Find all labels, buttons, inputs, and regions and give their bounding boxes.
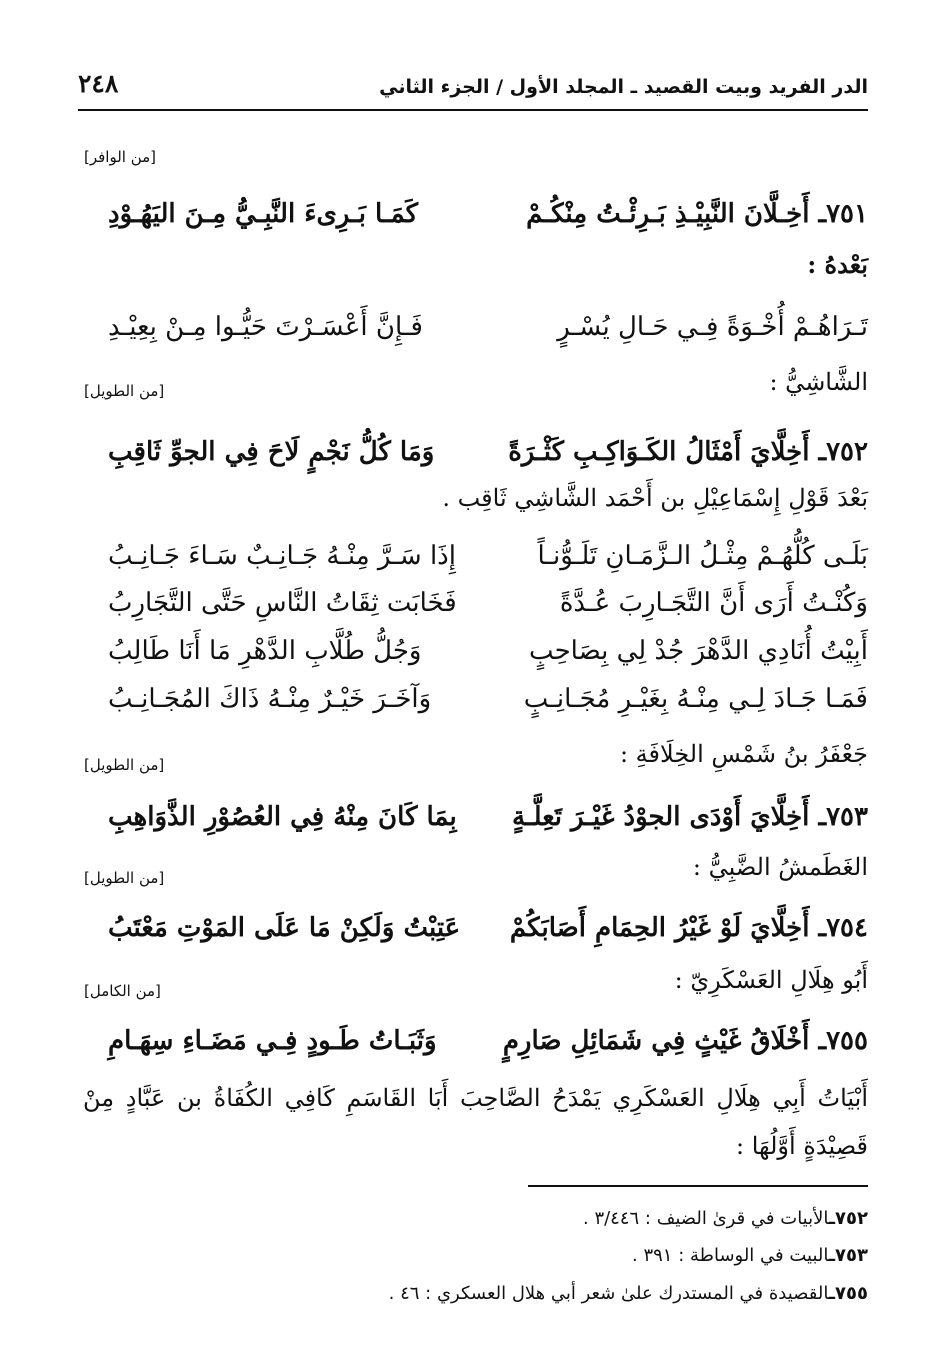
footnote-number: ٧٥٣ـ	[828, 1245, 868, 1266]
verse-hemistich-second: وَآخَـرَ خَيْـرٌ مِنْـهُ ذَاكَ المُجَـانِـبُ	[108, 684, 432, 714]
footnote-rule	[528, 1185, 868, 1187]
footnote	[583, 1208, 868, 1229]
verse-number: ٧٥٥ـ	[809, 1026, 868, 1056]
footnote-text: البيت في الوساطة : ٣٩١ .	[632, 1245, 829, 1266]
verse-755	[88, 1017, 868, 1065]
verse-text: أَخِلَّايَ لَوْ غَيْرُ الحِمَامِ أَصَابَكُمْ	[509, 913, 810, 943]
meter-label: [من الوافر]	[84, 148, 157, 166]
verse-hemistich-first: أَبِيْتُ أُنَادِي الدَّهْرَ جُدْ لِي بِصَاحِبٍ	[529, 636, 868, 666]
verse-hemistich-second: فَـإِنَّ أَعْسَـرْتَ حَيُّـوا مِـنْ بِعِيْـدِ	[108, 312, 423, 342]
running-title: الدر الفريد وبيت القصيد ـ المجلد الأول / الجزء الثاني	[379, 76, 868, 98]
poet-name: الغَطَمشُ الضَّبِيُّ :	[692, 853, 868, 881]
verse-number: ٧٥٣ـ	[809, 802, 868, 832]
verse-hemistich-second: وَثَبَـاتُ طَـودٍ فِـي مَضَـاءِ سِهَـامِ	[108, 1026, 437, 1056]
poet-name: أَبُو هِلَالِ العَسْكَرِيّ :	[674, 966, 868, 994]
footnote	[632, 1245, 868, 1266]
verse-hemistich-first: فَمَـا جَـادَ لِـي مِنْـهُ بِغَيْـرِ مُجَـانِـبٍ	[523, 684, 868, 714]
verse-text: أَخِلَّايَ أَوْدَى الجوْدُ غَيْـرَ تَعِلَّـةٍ	[512, 802, 810, 832]
verse-752	[88, 428, 868, 476]
header-rule	[78, 109, 868, 111]
verse-hemistich-second: وَمَا كُلُّ نَجْمٍ لَاحَ فِي الجوِّ ثَاقِبِ	[108, 437, 435, 467]
verse-line	[88, 579, 868, 627]
meter-label: [من الطويل]	[84, 756, 165, 774]
verse-hemistich-first	[510, 904, 868, 952]
verse-hemistich-first: تَـرَاهُـمْ أُخْـوَةً فِـي حَـالِ يُسْـرٍ	[557, 312, 868, 342]
verse-hemistich-first	[503, 1017, 868, 1065]
verse-line	[88, 675, 868, 723]
verse-number: ٧٥١ـ	[809, 199, 868, 229]
footnote-number: ٧٥٥ـ	[828, 1283, 868, 1304]
footnote-number: ٧٥٢ـ	[828, 1208, 868, 1229]
verse-line	[88, 532, 868, 580]
verse-hemistich-second: عَتِبْتُ وَلَكِنْ مَا عَلَى المَوْتِ مَعْتَبُ	[108, 913, 461, 943]
verse-hemistich-first: بَلَـى كُلُّهُـمْ مِثْـلُ الـزَّمَـانِ تَلَـوُّنـاً	[537, 541, 868, 571]
verse-text: أَخْلَاقُ غَيْثٍ فِي شَمَائِلِ صَارِمٍ	[502, 1026, 810, 1056]
prose-note: أَبْيَاتُ أَبِي هِلَالِ العَسْكَرِي يَمْدَحُ الصَّاحِبَ أَبَا القَاسَمِ كَافِي الكُفَاةُ بن عَبَّادٍ مِنْ قَصِيْدَةٍ أَوَّلُهَا :	[83, 1084, 868, 1160]
verse-text: أَخِـلَّانَ النَّبِيْـذِ بَـرِئْـتُ مِنْكُـمْ	[526, 199, 810, 229]
verse-hemistich-first	[508, 428, 868, 476]
verse-hemistich-second: فَخَابَت ثِقَاتُ النَّاسِ حَتَّى التَّجَارِبُ	[108, 588, 457, 618]
verse-hemistich-first	[512, 793, 868, 841]
verse-number: ٧٥٤ـ	[809, 913, 868, 943]
verse-hemistich-first: وَكُنْـتُ أَرَى أَنَّ التَّجَـارِبَ عُـدَّةً	[559, 588, 868, 618]
footnote-text: القصيدة في المستدرك علىٰ شعر أبي هلال العسكري : ٤٦ .	[388, 1283, 829, 1304]
meter-label: [من الطويل]	[84, 869, 165, 887]
verse-hemistich-first	[526, 190, 868, 238]
verse-hemistich-second: وَجُلُّ طُلَّابِ الدَّهْرِ مَا أَنَا طَالِبُ	[108, 636, 422, 666]
poet-name: الشَّاشِيُّ :	[769, 368, 868, 396]
footnote-text: الأبيات في قرىٰ الضيف : ٣/٤٤٦ .	[582, 1208, 829, 1229]
verse-number: ٧٥٢ـ	[809, 437, 868, 467]
verse-hemistich-second: كَمَـا بَـرِىءَ النَّبِـيُّ مِـنَ اليَهُـوْدِ	[108, 199, 418, 229]
verse-751	[88, 190, 868, 238]
verse-751-continuation	[88, 303, 868, 351]
verse-753	[88, 793, 868, 841]
verse-hemistich-second: إِذَا سَـرَّ مِنْـهُ جَـانِـبٌ سَـاءَ جَـانِـبُ	[108, 541, 456, 571]
verse-754	[88, 904, 868, 952]
verse-text: أَخِلَّايَ أَمْثَالُ الكَـوَاكِـبِ كَثْـرَةً	[508, 437, 810, 467]
intro-line: بَعْدهُ :	[807, 250, 868, 279]
meter-label: [من الكامل]	[84, 982, 161, 1000]
page-header	[78, 58, 868, 98]
poet-name: جَعْفَرُ بنُ شَمْسِ الخِلَافَةِ :	[619, 740, 868, 768]
verse-hemistich-second: بِمَا كَانَ مِنْهُ فِي العُصُوْرِ الذَّوَاهِبِ	[108, 802, 457, 832]
prose-note: بَعْدَ قَوْلِ إِسْمَاعِيْلِ بن أَحْمَد الشَّاشِي ثَاقِب .	[442, 484, 868, 512]
page-number: ٢٤٨	[78, 69, 119, 98]
verse-line	[88, 627, 868, 675]
meter-label: [من الطويل]	[84, 382, 165, 400]
footnote	[389, 1283, 868, 1304]
